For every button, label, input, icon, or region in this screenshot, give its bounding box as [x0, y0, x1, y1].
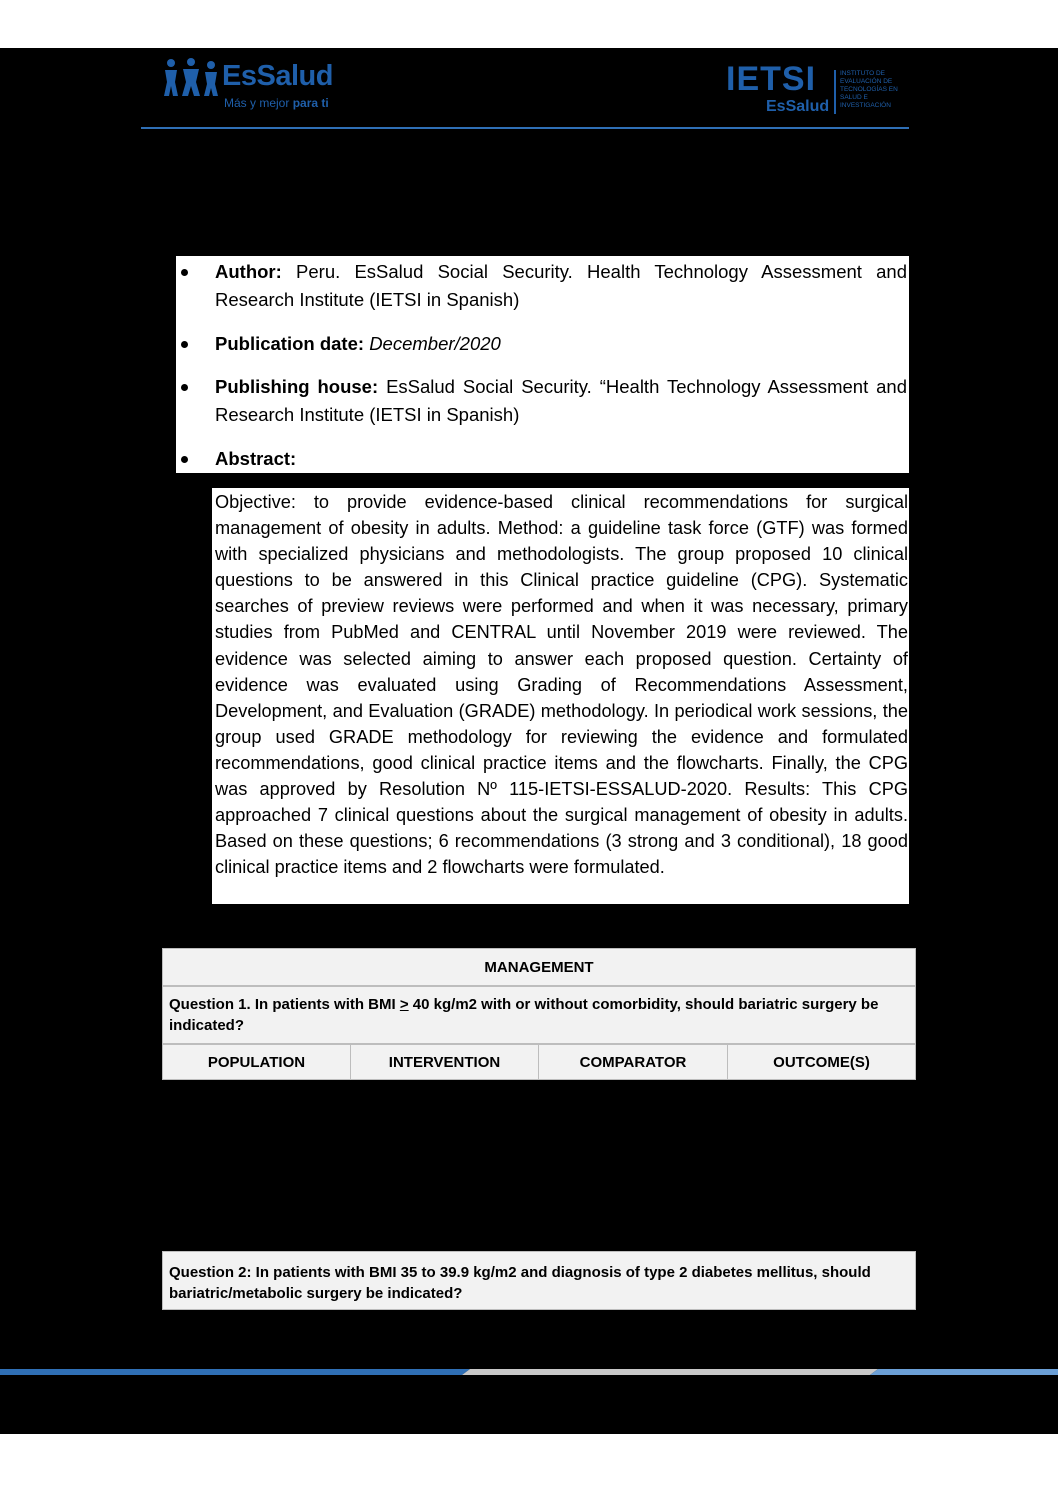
essalud-brand: EsSalud	[222, 60, 333, 92]
meta-label: Publication date:	[215, 333, 365, 354]
question-2: Question 2: In patients with BMI 35 to 39.9 kg/m2 and diagnosis of type 2 diabetes mellitus, should bariatric/metabolic surgery be indicated?	[162, 1251, 916, 1310]
tagline-bold: para ti	[292, 96, 329, 110]
question-1	[162, 986, 916, 1044]
tagline-prefix: Más y mejor	[224, 96, 290, 110]
column-header-outcomes: OUTCOME(S)	[727, 1044, 916, 1080]
ietsi-sub: EsSalud	[766, 98, 830, 115]
essalud-tagline	[224, 96, 329, 110]
bullet	[181, 269, 188, 276]
table-title: MANAGEMENT	[162, 948, 916, 986]
ietsi-small-text: INSTITUTO DE EVALUACIÓN DE TECNOLOGÍAS EN SALUD E INVESTIGACIÓN	[840, 70, 898, 109]
column-header-comparator: COMPARATOR	[538, 1044, 728, 1080]
ietsi-logo	[726, 60, 910, 118]
column-header-intervention: INTERVENTION	[350, 1044, 539, 1080]
footer-stripe	[0, 1369, 1058, 1375]
table-header-row	[162, 1044, 916, 1080]
abstract-text: Objective: to provide evidence-based clinical recommendations for surgical management of obesity in adults. Method: a guideline task force (GTF) was formed with specialized physicians and methodologists. The group proposed 10 clinical questions to be answered in this Clinical practice guideline (CPG). Systematic searches of preview reviews were performed and when it was necessary, primary studies from PubMed and CENTRAL until November 2019 were reviewed. The evidence was selected aiming to answer each proposed question. Certainty of evidence was evaluated using Grading of Recommendations Assessment, Development, and Evaluation (GRADE) methodology. In periodical work sessions, the group used GRADE methodology for reviewing the evidence and formulated recommendations, good clinical practice items and the flowcharts. Finally, the CPG was approved by Resolution Nº 115-IETSI-ESSALUD-2020. Results: This CPG approached 7 clinical questions about the surgical management of obesity in adults. Based on these questions; 6 recommendations (3 strong and 3 conditional), 18 good clinical practice items and 2 flowcharts were formulated.	[215, 492, 908, 878]
meta-value: December/2020	[369, 333, 501, 354]
ietsi-name: IETSI	[726, 60, 817, 98]
abstract-box	[212, 488, 909, 904]
question-1-symbol: >	[399, 996, 409, 1013]
meta-label: Author:	[215, 261, 282, 282]
bullet	[181, 456, 188, 463]
header-rule	[141, 127, 909, 129]
meta-text	[215, 445, 907, 473]
meta-value: Peru. EsSalud Social Security. Health Technology Assessment and Research Institute (IETSI in Spanish)	[215, 261, 908, 310]
meta-list	[176, 256, 909, 473]
meta-text	[215, 330, 907, 358]
bullet	[181, 384, 188, 391]
question-1-prefix: Question 1. In patients with BMI	[169, 996, 400, 1013]
bullet	[181, 341, 188, 348]
meta-value: EsSalud Social Security. “Health Technology Assessment and Research Institute (IETSI in Spanish)	[215, 376, 907, 425]
meta-text	[215, 258, 907, 314]
logo-divider	[834, 70, 836, 114]
meta-text	[215, 373, 907, 429]
essalud-logo	[162, 56, 342, 116]
question-1-suffix: 40 kg/m2 with or without comorbidity, should bariatric surgery be indicated?	[169, 996, 879, 1034]
people-icon	[162, 58, 220, 98]
meta-label: Publishing house:	[215, 376, 379, 397]
meta-label: Abstract:	[215, 448, 297, 469]
column-header-population: POPULATION	[162, 1044, 351, 1080]
